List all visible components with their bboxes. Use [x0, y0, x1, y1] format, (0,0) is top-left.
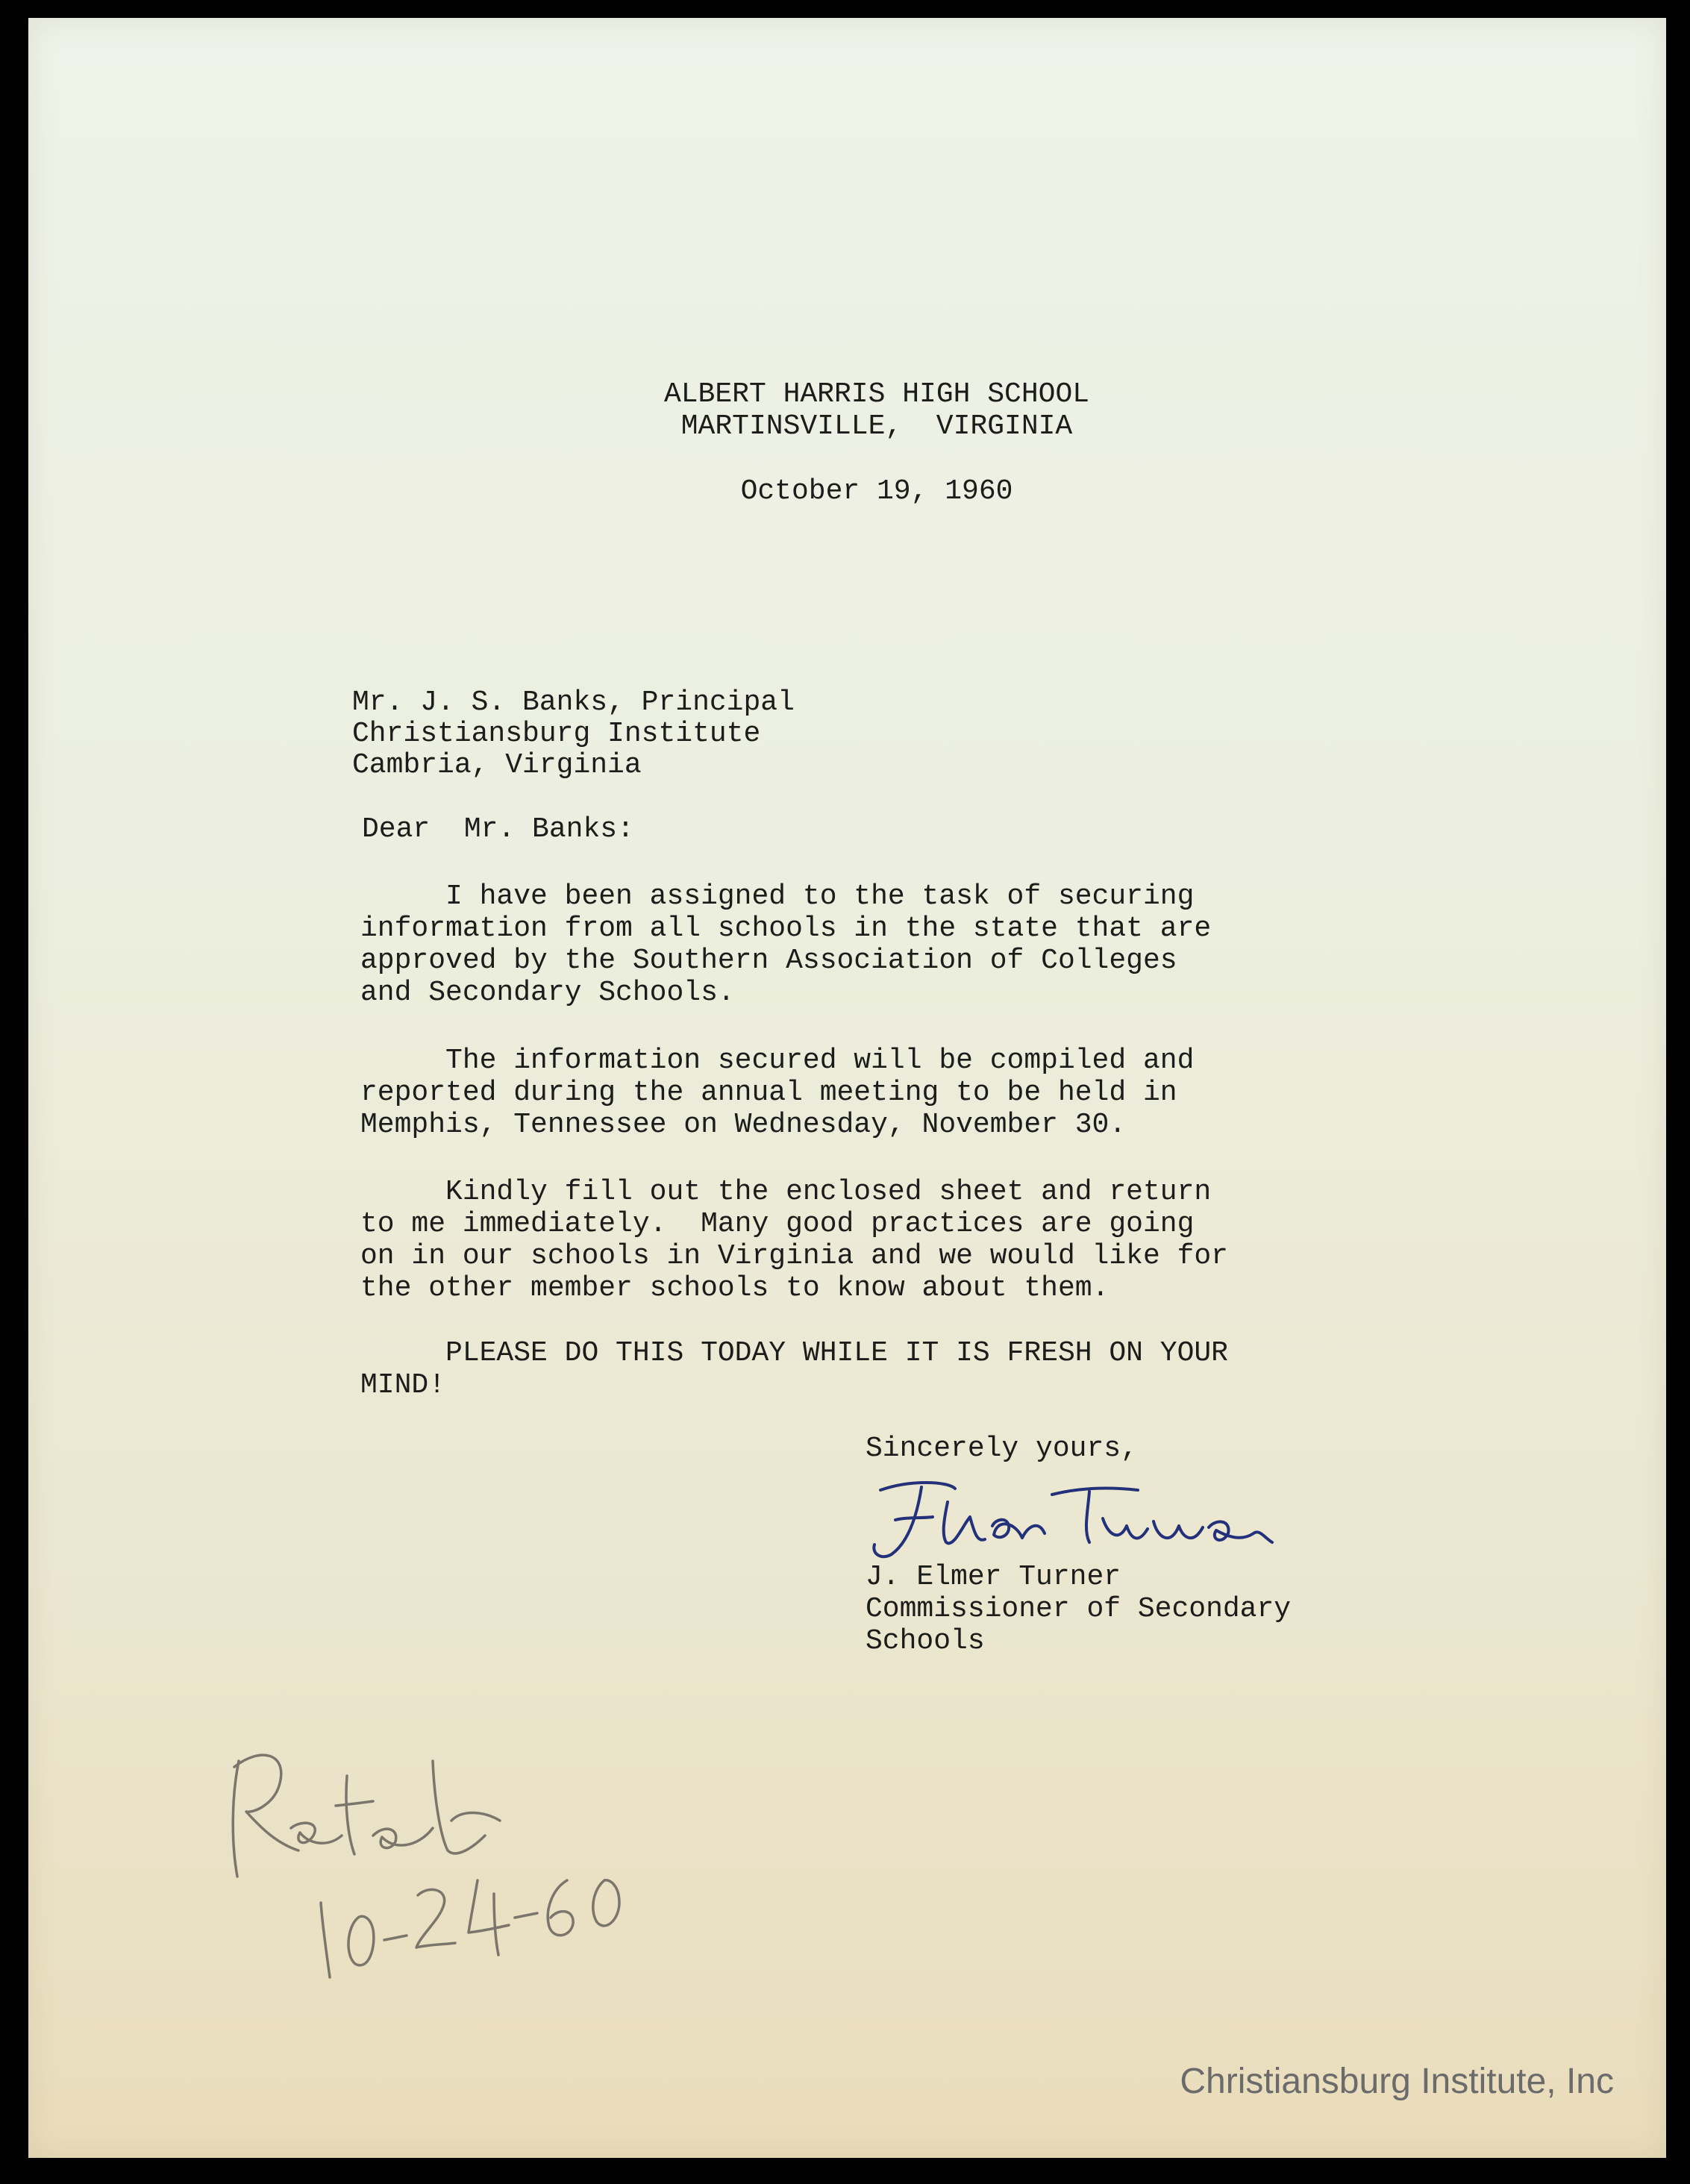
closing: Sincerely yours,	[866, 1433, 1138, 1465]
signer-title-line-2: Schools	[866, 1625, 985, 1657]
watermark-text: Christiansburg Institute, Inc	[1180, 2062, 1614, 2101]
salutation: Dear Mr. Banks:	[362, 813, 634, 845]
letterhead-city-state: MARTINSVILLE, VIRGINIA	[680, 410, 1073, 442]
signature-handwritten	[866, 1474, 1283, 1563]
letterhead-school: ALBERT HARRIS HIGH SCHOOL	[663, 378, 1090, 410]
recipient-line-3: Cambria, Virginia	[352, 749, 642, 781]
signer-title-line-1: Commissioner of Secondary	[866, 1593, 1292, 1625]
body-paragraph-1: I have been assigned to the task of securing information from all schools in the state that are approved by the Southern Association of Colleges and Secondary Schools.	[360, 880, 1212, 1009]
handwritten-note	[216, 1731, 739, 2000]
body-paragraph-3: Kindly fill out the enclosed sheet and return to me immediately. Many good practices are going on in our schools in Virginia and we would like for the other member schools to know about them.	[360, 1176, 1228, 1304]
recipient-line-2: Christiansburg Institute	[352, 718, 761, 750]
recipient-line-1: Mr. J. S. Banks, Principal	[352, 686, 795, 719]
letter-date: October 19, 1960	[740, 475, 1013, 507]
body-paragraph-4: PLEASE DO THIS TODAY WHILE IT IS FRESH ON YOUR MIND!	[360, 1337, 1228, 1401]
signer-name: J. Elmer Turner	[866, 1561, 1121, 1593]
body-paragraph-2: The information secured will be compiled and reported during the annual meeting to be held in Memphis, Tennessee on Wednesday, November 30.	[360, 1045, 1195, 1141]
